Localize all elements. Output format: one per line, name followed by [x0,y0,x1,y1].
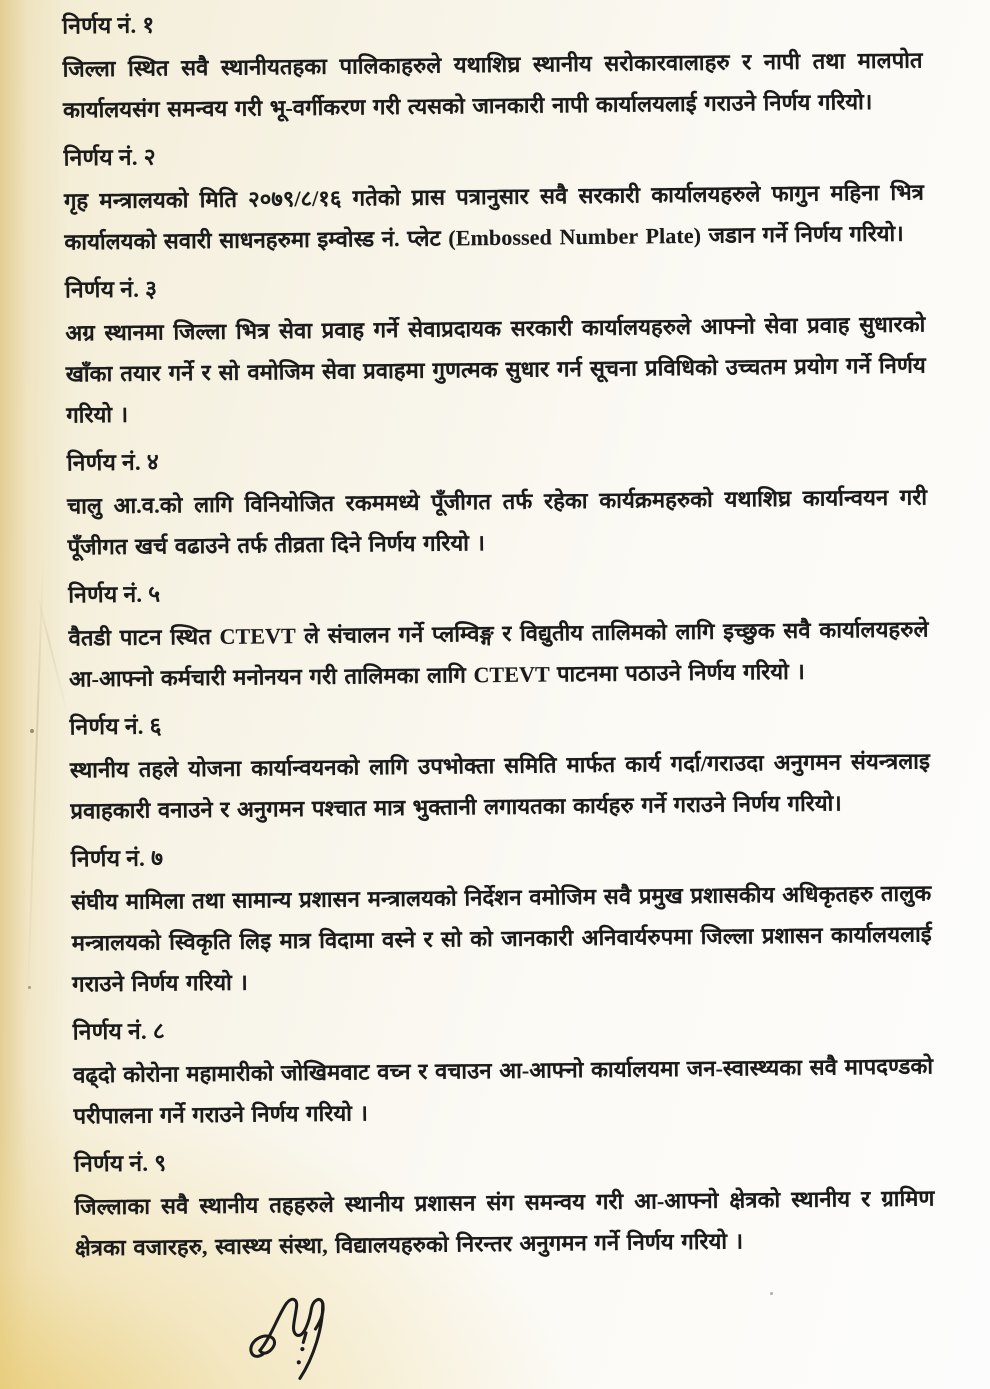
decision-heading: निर्णय नं. १ [62,12,155,39]
paper-crease [26,560,44,1020]
decision-body: गृह मन्त्रालयको मिति २०७९/८/१६ गतेको प्रास पत्रानुसार सवै सरकारी कार्यालयहरुले फागुन महिना भित्र कार्यालयको सवारी साधनहरुमा इम्वोस्ड नं. प्लेट (Embossed Number Plate) जडान गर्ने निर्णय गरियो। [63,179,925,255]
decision-heading: निर्णय नं. ३ [64,276,158,303]
decision-body: वैतडी पाटन स्थित CTEVT ले संचालन गर्ने प्लम्विङ्ग र विद्युतीय तालिमको लागि इच्छुक सवै कार्यालयहरुले आ-आफ्नो कर्मचारी मनोनयन गरी तालिमका लागि CTEVT पाटनमा पठाउने निर्णय गरियो । [68,616,929,692]
scan-speck [30,729,34,733]
decision-heading: निर्णय नं. ७ [70,845,164,872]
document-page [62,3,936,1386]
decision-heading: निर्णय नं. ५ [67,581,161,608]
signature-scribble-icon [243,1279,374,1384]
decision-heading: निर्णय नं. ८ [72,1018,166,1045]
decision-body: अग्र स्थानमा जिल्ला भित्र सेवा प्रवाह गर्ने सेवाप्रदायक सरकारी कार्यालयहरुले आफ्नो सेवा प्रवाह सुधारको खाँका तयार गर्ने र सो वमोजिम सेवा प्रवाहमा गुणत्मक सुधार गर्न सूचना प्रविधिको उच्चतम प्रयोग गर्ने निर्णय गरियो । [65,311,926,428]
decision-5 [68,572,929,699]
decision-heading: निर्णय नं. ६ [69,713,162,740]
decision-body: जिल्ला स्थित सवै स्थानीयतहका पालिकाहरुले यथाशिघ्र स्थानीय सरोकारवालाहरु र नापी तथा मालपोत कार्यालयसंग समन्वय गरी भू-वर्गीकरण गरी त्यसको जानकारी नापी कार्यालयलाई गराउने निर्णय गरियो। [62,47,923,123]
decision-body: जिल्लाका सवै स्थानीय तहहरुले स्थानीय प्रशासन संग समन्वय गरी आ-आफ्नो क्षेत्रको स्थानीय र ग्रामिण क्षेत्रका वजारहरु, स्वास्थ्य संस्था, विद्यालयहरुको निरन्तर अनुगमन गर्ने निर्णय गरियो । [74,1185,935,1261]
decision-body: चालु आ.व.को लागि विनियोजित रकममध्ये पूँजीगत तर्फ रहेका कार्यक्रमहरुको यथाशिघ्र कार्यान्वयन गरी पूँजीगत खर्च वढाउने तर्फ तीव्रता दिने निर्णय गरियो । [67,484,928,560]
decision-body: वढ्दो कोरोना महामारीको जोखिमवाट वच्न र वचाउन आ-आफ्नो कार्यालयमा जन-स्वास्थ्यका सवै मापदण्डको परीपालना गर्ने गराउने निर्णय गरियो । [73,1053,934,1129]
decision-heading: निर्णय नं. ४ [66,449,160,476]
decision-body: स्थानीय तहले योजना कार्यान्वयनको लागि उपभोक्ता समिति मार्फत कार्य गर्दा/गराउदा अनुगमन संयन्त्रलाइ प्रवाहकारी वनाउने र अनुगमन पश्चात मात्र भुक्तानी लगायतका कार्यहरु गर्ने गराउने निर्णय गरियो। [69,748,931,824]
decision-3 [65,267,927,435]
decision-9 [74,1141,935,1268]
scan-speck [28,986,31,989]
decision-2 [63,135,924,262]
decision-8 [73,1009,934,1136]
decision-1 [62,3,923,130]
decision-6 [69,704,930,831]
decision-4 [67,440,928,567]
decision-heading: निर्णय नं. २ [63,144,156,171]
paper-crease [36,594,69,721]
decision-7 [71,836,933,1004]
handwritten-signature [243,1279,374,1384]
decision-heading: निर्णय नं. ९ [73,1150,167,1177]
decision-body: संघीय मामिला तथा सामान्य प्रशासन मन्त्रालयको निर्देशन वमोजिम सवै प्रमुख प्रशासकीय अधिकृतहरु तालुक मन्त्रालयको स्विकृति लिइ मात्र विदामा वस्ने र सो को जानकारी अनिवार्यरुपमा जिल्ला प्रशासन कार्यालयलाई गराउने निर्णय गरियो । [71,880,932,997]
